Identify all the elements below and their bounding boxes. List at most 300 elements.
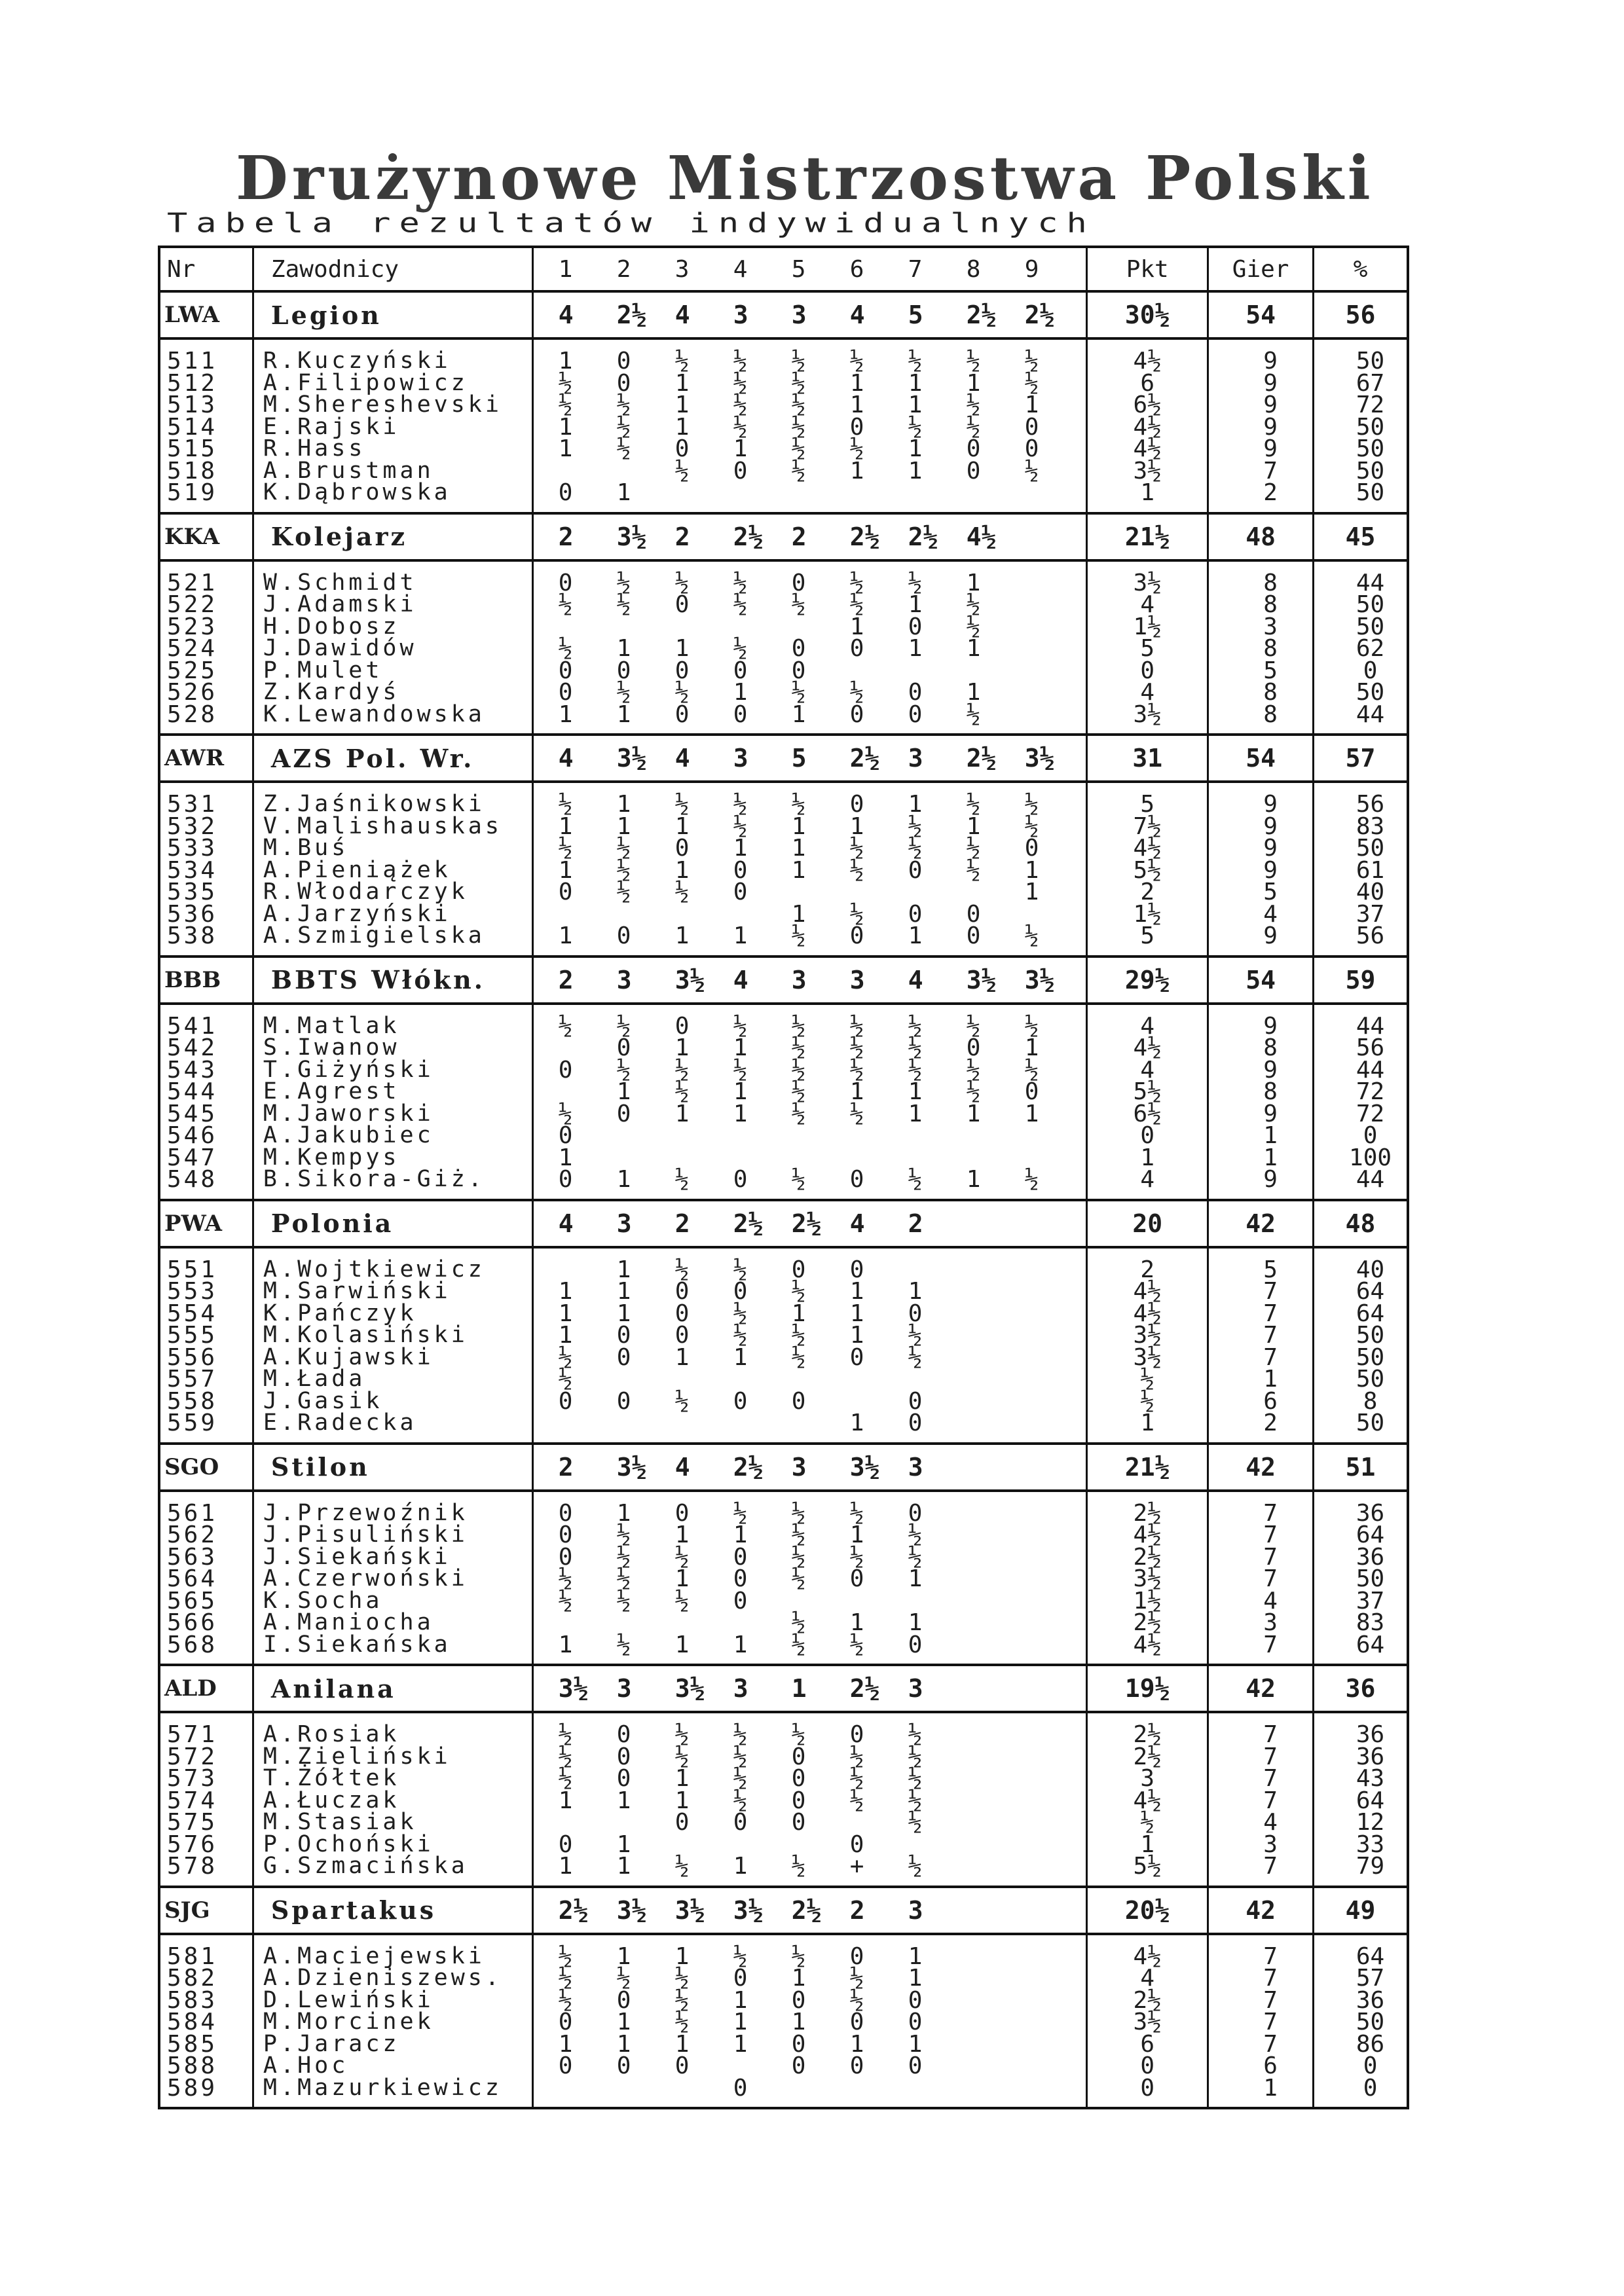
player-pct: 50 [1356,613,1385,640]
player-result: 0 [558,1543,573,1571]
team-percent: 48 [1345,1209,1376,1238]
team-percent: 59 [1345,965,1376,994]
player-result: 1 [674,1631,690,1658]
player-result: ½ [966,613,981,640]
player-result: 0 [908,1631,923,1658]
player-pct: 0 [1363,1122,1378,1149]
player-pct: 37 [1356,900,1385,928]
team-round-score: 5 [908,301,923,329]
team-games: 42 [1209,1445,1314,1489]
player-gier: 5 [1263,1256,1278,1283]
player-result: 0 [616,2052,631,2079]
player-pct: 79 [1356,1853,1385,1880]
player-result: ½ [849,1543,864,1571]
player-gier: 1 [1263,1366,1278,1393]
player-name: R.Hass [263,435,366,462]
player-result: 0 [733,1543,748,1571]
player-result: ½ [908,835,923,862]
player-result: 1 [558,922,573,949]
player-name: M.Stasiak [263,1809,417,1835]
player-nr: 582 [167,1965,218,1992]
player-pkt: 5 [1140,791,1155,818]
team-round-scores [534,1666,1088,1711]
player-result: 1 [558,413,573,441]
player-gier: 7 [1263,1322,1278,1349]
player-nr: 513 [167,392,218,418]
player-result: ½ [616,1522,631,1548]
player-result: ½ [849,435,864,462]
player-pct: 50 [1356,348,1385,374]
player-result: 0 [908,1300,923,1327]
player-result: 1 [616,2030,631,2058]
player-nr: 572 [167,1743,218,1770]
player-pct: 44 [1356,569,1385,596]
player-result: 1 [849,613,864,640]
player-result: ½ [849,1787,864,1814]
team-round-score: 3½ [616,1895,647,1925]
team-code: AWR [160,736,254,780]
player-result: ½ [791,1343,806,1371]
team-round-score: 3½ [616,522,647,551]
player-result: 1 [908,435,923,462]
player-percents [1314,1935,1407,2107]
team-percent: 45 [1345,522,1376,551]
player-pkt: ½ [1140,1366,1155,1393]
player-result: 0 [791,1986,806,2014]
player-result: 0 [558,1522,573,1548]
player-result: 0 [674,701,690,728]
player-nr: 576 [167,1831,218,1858]
player-result: 1 [791,856,806,884]
team-name: Legion [254,293,534,337]
player-result: 1 [908,1965,923,1992]
player-pkt: 0 [1140,657,1155,684]
player-pkt: 1 [1140,1144,1155,1171]
player-result: 0 [674,1809,690,1836]
player-name: J.Adamski [263,591,417,617]
player-name: A.Kujawski [263,1343,434,1370]
team-points: 30½ [1088,293,1209,337]
player-result-line [558,591,1086,618]
player-result: ½ [674,1056,690,1084]
player-result: ½ [616,1012,631,1040]
team-row-bbb [160,958,1407,1005]
player-result: ½ [674,1853,690,1880]
player-result: 1 [558,1631,573,1658]
player-gier: 9 [1263,1056,1278,1084]
player-result: 0 [558,879,573,905]
player-pkt: 1½ [1133,613,1162,640]
player-result: 1 [1024,1034,1039,1061]
player-nr: 511 [167,348,218,374]
player-points [1088,1005,1209,1199]
player-name: A.Dzieniszews. [263,1965,502,1991]
player-result: 0 [966,435,981,462]
player-result: 0 [791,657,806,684]
team-round-score: 2½ [616,301,647,329]
player-pkt: 1½ [1133,1587,1162,1614]
player-result-line [558,1565,1086,1592]
player-result: 1 [1024,879,1039,905]
player-result: ½ [674,1587,690,1614]
player-result: 0 [849,791,864,818]
player-result: 0 [791,2030,806,2058]
team-name: Stilon [254,1445,534,1489]
player-pkt: 4½ [1133,435,1162,462]
player-numbers [160,783,254,955]
team-code: ALD [160,1666,254,1711]
player-result: 1 [908,1942,923,1970]
player-result: ½ [791,791,806,818]
player-result: ½ [674,1256,690,1283]
player-result: ½ [791,1522,806,1548]
player-gier: 4 [1263,1809,1278,1836]
player-gier: 7 [1263,1965,1278,1992]
player-nr: 526 [167,679,218,706]
player-result: ½ [966,348,981,374]
player-gier: 8 [1263,569,1278,596]
player-nr: 546 [167,1122,218,1149]
player-result: 1 [849,1522,864,1548]
player-result: ½ [1024,348,1039,374]
player-result: 1 [558,1853,573,1880]
player-result-line [558,413,1086,441]
player-result: ½ [849,1743,864,1770]
header-name: Zawodnicy [254,248,534,290]
player-result: 0 [908,900,923,928]
player-result: 0 [733,1387,748,1415]
player-pkt: 4½ [1133,348,1162,374]
player-pct: 44 [1356,1056,1385,1084]
player-pct: 50 [1356,591,1385,618]
player-result: 0 [616,1387,631,1415]
player-result: ½ [791,435,806,462]
player-result: ½ [791,1034,806,1061]
player-result: + [849,1853,864,1880]
player-result-line [558,1056,1086,1084]
player-pkt: 4½ [1133,1787,1162,1814]
header-pct: % [1353,255,1368,283]
player-result: 1 [849,1609,864,1636]
player-names [254,1713,534,1886]
player-result: ½ [733,569,748,596]
player-name: K.Dąbrowska [263,479,451,505]
player-result: ½ [558,1587,573,1614]
player-result: ½ [966,591,981,618]
header-round-3: 3 [674,255,690,283]
player-nr: 574 [167,1787,218,1814]
player-gier: 7 [1263,1743,1278,1770]
player-name: S.Iwanow [263,1034,400,1061]
player-name: A.Brustman [263,457,434,484]
player-name: I.Siekańska [263,1631,451,1658]
player-pct: 36 [1356,1499,1385,1527]
player-gier: 9 [1263,392,1278,418]
player-result-line [558,1144,1086,1171]
player-result-line [559,457,1086,484]
player-names [254,1005,534,1199]
team-round-score: 4 [674,1452,690,1482]
player-result: ½ [849,348,864,374]
player-result: ½ [908,1765,923,1792]
player-result: 1 [558,2030,573,2058]
team-round-scores [534,958,1088,1002]
team-round-score: 4 [558,1209,574,1238]
player-result-line [558,1587,1086,1614]
player-pct: 50 [1356,835,1385,862]
player-result-line [558,1343,1086,1371]
player-names [254,1935,534,2107]
player-nr: 559 [167,1410,218,1436]
player-pkt: 0 [1140,2074,1155,2102]
player-result-line [559,2074,1086,2102]
player-points [1088,1713,1209,1886]
player-result-line [558,1787,1086,1814]
player-results [534,562,1088,734]
header-round-6: 6 [849,255,864,283]
player-result: ½ [908,1853,923,1880]
player-name: M.Jaworski [263,1100,434,1127]
player-pct: 86 [1356,2030,1385,2058]
player-result: 0 [733,1278,748,1305]
header-round-4: 4 [733,255,748,283]
player-gier: 8 [1263,591,1278,618]
player-result: 0 [558,479,573,506]
player-result: ½ [733,1942,748,1970]
player-name: M.Kolasiński [263,1322,468,1348]
player-result-line [559,837,1086,860]
player-nr: 524 [167,635,218,662]
player-name: B.Sikora-Giż. [263,1166,485,1192]
player-result: 0 [616,1986,631,2014]
player-result: 0 [616,657,631,684]
player-gier: 7 [1263,1300,1278,1327]
player-nr: 545 [167,1100,218,1127]
header-pkt: Pkt [1088,248,1209,290]
player-gier: 9 [1263,1100,1278,1127]
player-pkt: 6 [1140,369,1155,397]
player-result: ½ [674,2009,690,2035]
header-round-7: 7 [908,255,923,283]
player-result: 0 [558,1831,573,1858]
player-gier: 7 [1263,1942,1278,1970]
team-round-score: 3 [791,1452,807,1482]
player-result: 1 [616,635,631,662]
player-result: 0 [616,1721,631,1748]
team-round-score: 2½ [558,1895,589,1925]
player-pkt: 0 [1140,1122,1155,1149]
player-pct: 100 [1349,1144,1392,1171]
player-name: A.Maniocha [263,1609,434,1635]
player-result: ½ [674,1078,690,1105]
player-pct: 36 [1356,1721,1385,1748]
player-name: M.Sarwiński [263,1278,451,1304]
player-result: 0 [791,569,806,596]
player-result: 0 [791,1387,806,1415]
player-result-line [558,1765,1086,1792]
team-round-score: 2 [558,965,574,994]
header-rounds [534,248,1088,290]
player-result: ½ [1024,791,1039,818]
player-result: 0 [558,1166,573,1193]
player-result: ½ [791,679,806,706]
player-result: 1 [674,1765,690,1792]
player-result: 0 [1024,1078,1039,1105]
team-percent: 57 [1345,744,1376,773]
player-name: E.Rajski [263,413,400,440]
team-code: BBB [160,958,254,1002]
team-row-pwa [160,1201,1407,1248]
player-result: 1 [616,701,631,728]
player-pkt: 6 [1140,2030,1155,2058]
team-round-score: 3½ [674,965,705,994]
player-result: 0 [674,1012,690,1040]
player-gier: 9 [1263,1012,1278,1040]
player-result: 1 [908,635,923,662]
team-round-score: 3 [616,1674,632,1703]
team-row-awr [160,736,1407,783]
player-result: 0 [791,1743,806,1770]
player-pkt: 4 [1140,1012,1155,1040]
player-result: 1 [791,900,806,928]
player-result: 0 [616,1034,631,1061]
player-result: 1 [791,1300,806,1327]
player-result: ½ [674,879,690,905]
team-round-score: 3 [733,1674,748,1703]
player-result: ½ [733,1721,748,1748]
player-result: ½ [674,1965,690,1992]
player-games [1209,562,1314,734]
player-result: ½ [558,835,573,862]
player-result: 1 [733,835,748,862]
player-pct: 44 [1356,1012,1385,1040]
team-round-score: 1 [791,1674,807,1703]
player-pkt: 2½ [1133,1499,1162,1527]
player-result: 1 [908,1609,923,1636]
player-gier: 8 [1263,635,1278,662]
player-result: 0 [616,1322,631,1349]
player-result: ½ [791,1278,806,1305]
team-percent: 51 [1345,1452,1376,1482]
player-result: 0 [733,657,748,684]
player-name: A.Filipowicz [263,369,468,396]
player-pct: 8 [1363,1387,1378,1415]
team-round-score: 3 [908,1895,923,1925]
player-result: ½ [1024,457,1039,484]
player-nr: 557 [167,1366,218,1393]
player-pct: 43 [1356,1765,1385,1792]
player-nr: 566 [167,1609,218,1636]
player-result: ½ [791,1565,806,1592]
player-result: 1 [674,369,690,397]
player-result: ½ [558,1012,573,1040]
player-name: A.Łuczak [263,1787,400,1813]
player-nr: 518 [167,457,218,484]
player-result-line [559,613,1086,640]
player-pct: 50 [1356,1565,1385,1592]
player-result: 0 [908,1387,923,1415]
player-percents [1314,1492,1407,1664]
player-percents [1314,1248,1407,1442]
player-name: M.Zieliński [263,1743,451,1770]
team-name: BBTS Włókn. [254,958,534,1002]
header-round-8: 8 [966,255,981,283]
player-result: 1 [616,1300,631,1327]
player-pct: 50 [1356,1322,1385,1349]
player-pct: 0 [1363,2074,1378,2102]
team-code: SJG [160,1888,254,1933]
team-games: 54 [1209,958,1314,1002]
player-nr: 522 [167,591,218,618]
player-result-line [559,1855,1086,1878]
player-result: 0 [674,1278,690,1305]
team-name: AZS Pol. Wr. [254,736,534,780]
player-result: ½ [674,348,690,374]
team-points: 19½ [1088,1666,1209,1711]
player-result-line [559,1967,1086,1990]
player-nr: 534 [167,856,218,884]
player-result: 0 [733,2074,748,2102]
player-result: 0 [791,635,806,662]
team-round-score: 5 [791,744,807,773]
player-nr: 514 [167,413,218,441]
player-result: ½ [616,392,631,418]
player-gier: 3 [1263,613,1278,640]
team-round-score: 2 [908,1209,923,1238]
team-round-score: 2½ [849,744,880,773]
player-result-line [558,856,1086,884]
player-result-line [559,793,1086,816]
player-result: ½ [616,1565,631,1592]
player-result: 0 [733,856,748,884]
player-pct: 50 [1356,2009,1385,2035]
player-nr: 563 [167,1543,218,1571]
team-row-sgo [160,1445,1407,1492]
player-result: ½ [791,1942,806,1970]
player-nr: 589 [167,2074,218,2102]
player-result: 1 [966,369,981,397]
player-result: ½ [849,1631,864,1658]
player-result: 0 [791,1787,806,1814]
player-pct: 83 [1356,1609,1385,1636]
player-pct: 50 [1356,457,1385,484]
player-result: 1 [558,1144,573,1171]
header-round-9: 9 [1024,255,1039,283]
player-gier: 9 [1263,856,1278,884]
player-result: ½ [1024,1012,1039,1040]
player-results [534,1248,1088,1442]
player-result: ½ [616,1587,631,1614]
player-gier: 4 [1263,900,1278,928]
player-result: 1 [1024,392,1039,418]
player-result: ½ [674,1166,690,1193]
player-result: ½ [849,1965,864,1992]
team-round-score: 3 [733,744,748,773]
player-result: 0 [733,1565,748,1592]
results-table [158,246,1409,2109]
player-result: 0 [733,1587,748,1614]
player-gier: 4 [1263,1587,1278,1614]
player-result: ½ [616,1056,631,1084]
player-pct: 0 [1363,657,1378,684]
player-result: ½ [616,1631,631,1658]
team-round-score: 4 [674,744,690,773]
player-result: 0 [908,2052,923,2079]
player-result: 0 [908,1410,923,1436]
team-round-score: 2 [558,1452,574,1482]
player-games [1209,1248,1314,1442]
player-result: 1 [558,1322,573,1349]
